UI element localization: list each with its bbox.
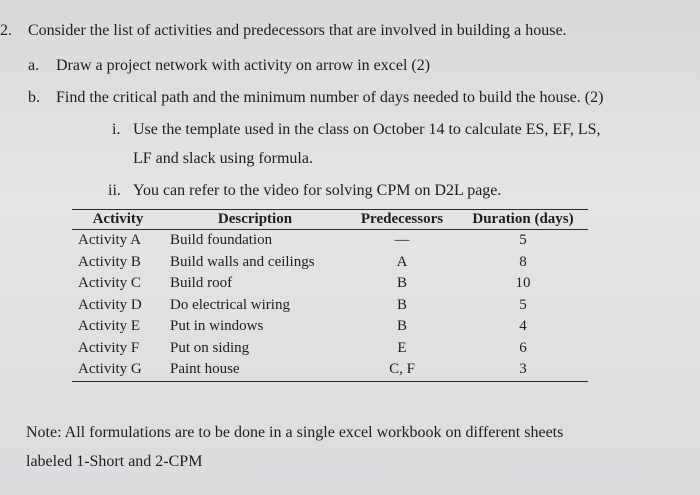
part-a-label: a. [28, 57, 40, 74]
part-a-text: Draw a project network with activity on arrow in excel (2) [56, 57, 431, 74]
cell-duration: 5 [519, 296, 527, 313]
cell-duration: 5 [519, 232, 527, 248]
note-line2: labeled 1-Short and 2-CPM [26, 453, 203, 470]
table-header-row [72, 210, 588, 230]
question-text: Consider the list of activities and predecessors that are involved in building a house. [28, 22, 567, 39]
table-row [72, 295, 588, 317]
cell-activity: Activity D [78, 296, 142, 313]
cell-duration: 8 [519, 253, 527, 270]
part-b-text: Find the critical path and the minimum number of days needed to build the house. (2) [56, 89, 604, 106]
cell-description: Do electrical wiring [170, 296, 290, 313]
table-row [72, 338, 588, 360]
table-row [72, 359, 588, 381]
subpart-i-text-line2: LF and slack using formula. [133, 150, 313, 167]
subpart-ii-text-line1: You can refer to the video for solving CPM on D2L page. [133, 182, 502, 199]
cell-duration: 4 [519, 318, 527, 334]
note-line1: Note: All formulations are to be done in a single excel workbook on different sheets [26, 424, 564, 441]
activity-table [72, 209, 588, 382]
cell-duration: 3 [519, 361, 527, 377]
cell-description: Put on siding [170, 339, 250, 356]
cell-predecessors: B [396, 275, 407, 291]
cell-predecessors: E [397, 339, 407, 356]
cell-predecessors: B [396, 318, 407, 334]
cell-predecessors: B [396, 296, 407, 313]
header-duration: Duration (days) [472, 211, 574, 227]
question-number: 2. [0, 22, 12, 39]
table-row [72, 252, 588, 274]
header-description: Description [217, 211, 293, 227]
cell-predecessors: C, F [389, 361, 415, 377]
cell-activity: Activity B [78, 253, 141, 270]
table-row [72, 273, 588, 295]
header-activity: Activity [92, 211, 144, 227]
subpart-i-text-line1: Use the template used in the class on October 14 to calculate ES, EF, LS, [133, 121, 601, 138]
cell-activity: Activity E [78, 318, 141, 334]
cell-description: Build walls and ceilings [170, 253, 315, 270]
part-b-label: b. [28, 89, 40, 106]
cell-description: Build roof [170, 275, 233, 291]
cell-activity: Activity C [78, 275, 141, 291]
subpart-ii-label: ii. [108, 182, 121, 199]
cell-description: Put in windows [170, 318, 264, 334]
cell-duration: 6 [519, 339, 527, 356]
table-row [72, 230, 588, 252]
cell-activity: Activity A [78, 232, 141, 248]
cell-description: Build foundation [170, 232, 273, 248]
cell-predecessors: A [396, 253, 408, 270]
cell-predecessors: — [394, 232, 410, 248]
header-predecessors: Predecessors [360, 211, 444, 227]
cell-activity: Activity G [78, 361, 142, 377]
subpart-i-label: i. [112, 121, 121, 138]
table-row [72, 316, 588, 338]
cell-description: Paint house [170, 361, 240, 377]
cell-activity: Activity F [78, 339, 140, 356]
cell-duration: 10 [515, 275, 531, 291]
